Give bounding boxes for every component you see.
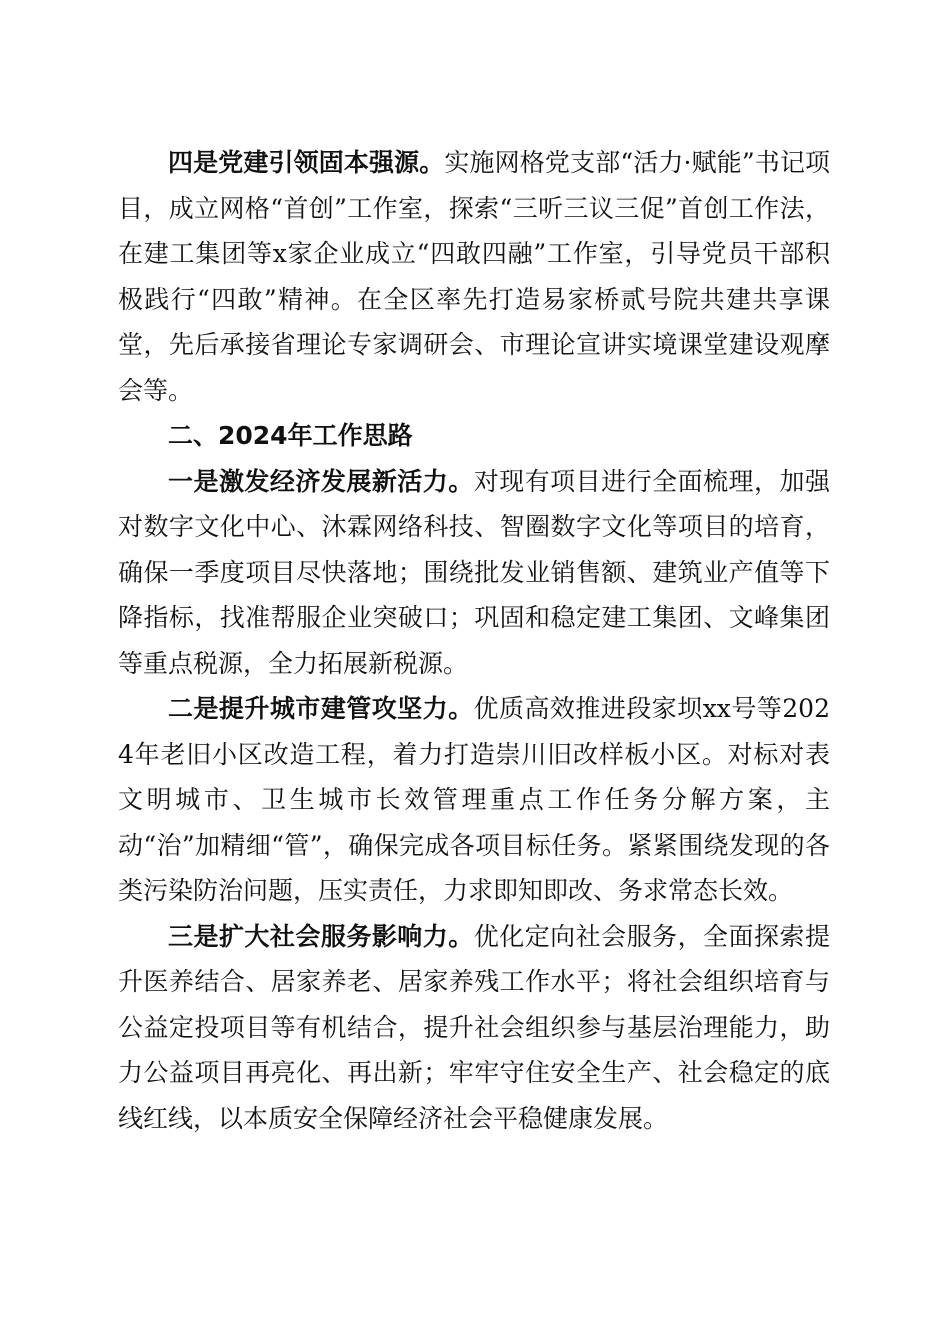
paragraph-lead: 三是扩大社会服务影响力。 <box>168 921 474 951</box>
paragraph-text: 实施网格党支部“活力·赋能”书记项目，成立网格“首创”工作室，探索“三听三议三促”首创工作法，在建工集团等x家企业成立“四敢四融”工作室，引导党员干部积极践行“四敢”精神。在全区率先打造易家桥贰号院共建共享课堂，先后承接省理论专家调研会、市理论宣讲实境课堂建设观摩会等。 <box>118 148 830 405</box>
paragraph-text: 优质高效推进段家坝xx号等2024年老旧小区改造工程，着力打造崇川旧改样板小区。对标对表文明城市、卫生城市长效管理重点工作任务分解方案，主动“治”加精细“管”，确保完成各项目标任务。紧紧围绕发现的各类污染防治问题，压实责任，力求即知即改、务求常态长效。 <box>118 694 830 905</box>
paragraph-social-services <box>118 914 830 1142</box>
paragraph-urban-management <box>118 686 830 914</box>
paragraph-text: 优化定向社会服务，全面探索提升医养结合、居家养老、居家养残工作水平；将社会组织培育与公益定投项目等有机结合，提升社会组织参与基层治理能力，助力公益项目再亮化、再出新；牢牢守住安全生产、社会稳定的底线红线，以本质安全保障经济社会平稳健康发展。 <box>118 921 830 1133</box>
paragraph-lead: 二是提升城市建管攻坚力。 <box>168 694 474 723</box>
paragraph-lead: 一是激发经济发展新活力。 <box>168 466 474 496</box>
paragraph-lead: 四是党建引领固本强源。 <box>168 148 445 177</box>
paragraph-economy <box>118 459 830 687</box>
document-body <box>118 140 830 1141</box>
paragraph-text: 对现有项目进行全面梳理，加强对数字文化中心、沐霖网络科技、智圈数字文化等项目的培育，确保一季度项目尽快落地；围绕批发业销售额、建筑业产值等下降指标，找准帮服企业突破口；巩固和稳定建工集团、文峰集团等重点税源，全力拓展新税源。 <box>118 466 830 678</box>
paragraph-party-building <box>118 140 830 413</box>
section-heading: 二、2024年工作思路 <box>168 421 413 450</box>
